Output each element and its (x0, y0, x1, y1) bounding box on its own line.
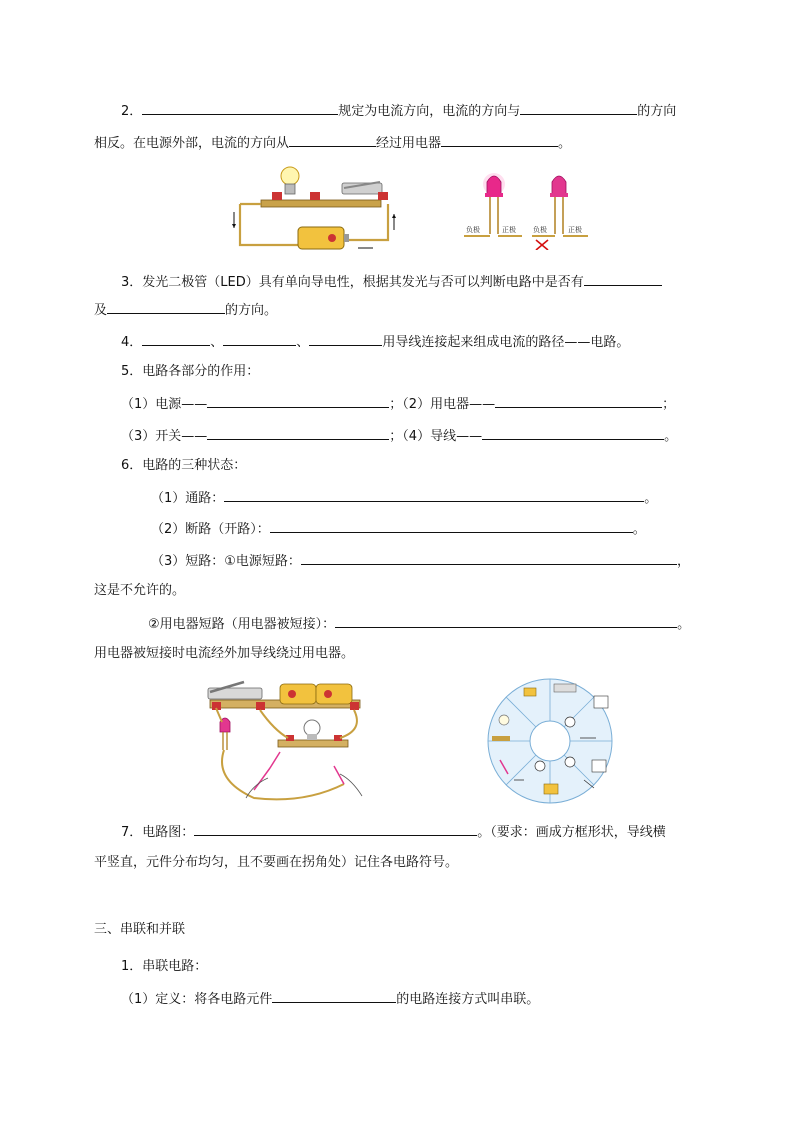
q6-s4: ②用电器短路（用电器被短接）： 。 (148, 614, 690, 634)
blank[interactable] (207, 394, 389, 408)
q2-line2: 相反。在电源外部，电流的方向从 经过用电器 。 (94, 133, 571, 153)
switch-icon (208, 682, 262, 699)
led-off-icon (550, 176, 568, 234)
q5-line2: （3）开关—— ；（4）导线—— 。 (121, 426, 677, 446)
q7-line2: 平竖直，元件分布均匀，且不要画在拐角处）记住各电路符号。 (94, 855, 459, 870)
motor-symbol-icon (535, 761, 545, 771)
circuit-symbol-wheel-figure (484, 676, 616, 806)
blank[interactable] (309, 332, 382, 346)
led-icon (220, 718, 230, 750)
wire (340, 710, 357, 738)
blank[interactable] (224, 488, 644, 502)
blank[interactable] (520, 101, 637, 115)
wire (240, 204, 300, 245)
blank[interactable] (495, 394, 662, 408)
q6-s3: （3）短路：①电源短路： ， (151, 551, 690, 571)
blank[interactable] (289, 133, 376, 147)
led-neg-label: 负极 (466, 226, 480, 234)
circuit-board (278, 740, 348, 747)
blank[interactable] (301, 551, 677, 565)
ammeter-symbol-icon (565, 717, 575, 727)
q7-line1: 7．电路图： 。（要求：画成方框形状，导线横 (121, 822, 666, 842)
q3-line1: 3．发光二极管（LED）具有单向导电性，根据其发光与否可以判断电路中是否有 (121, 272, 662, 292)
section3-title: 三、串联和并联 (94, 922, 186, 937)
q6-s2: （2）断路（开路）： 。 (151, 519, 646, 539)
battery-icon (524, 688, 536, 696)
wire (222, 750, 344, 799)
blank[interactable] (584, 272, 662, 286)
blank[interactable] (441, 133, 558, 147)
q6-s3-cont: 这是不允许的。 (94, 583, 186, 598)
bulb-icon (499, 715, 509, 725)
q2-line1: 2． 规定为电流方向，电流的方向与 的方向 (121, 101, 676, 121)
q5-title: 5．电路各部分的作用： (121, 364, 260, 379)
simple-circuit-figure (228, 160, 398, 252)
blank[interactable] (194, 822, 477, 836)
symbol-icon (592, 760, 606, 772)
short-circuit-figure (194, 680, 374, 804)
resistor-icon (492, 736, 510, 741)
q5-line1: （1）电源—— ；（2）用电器—— ； (121, 394, 675, 414)
led-glowing-icon (483, 173, 505, 234)
led-pos-label: 正极 (502, 226, 516, 234)
wire (260, 710, 288, 738)
section3-item2: （1）定义：将各电路元件 的电路连接方式叫串联。 (121, 989, 539, 1009)
battery-icon (298, 227, 344, 249)
led-pos-label: 正极 (568, 226, 582, 234)
q6-s4-cont: 用电器被短接时电流经外加导线绕过用电器。 (94, 646, 355, 661)
terminal-icon (310, 192, 320, 200)
terminal-icon (272, 192, 282, 200)
blank[interactable] (335, 614, 677, 628)
blank[interactable] (223, 332, 296, 346)
switch-icon (554, 684, 576, 692)
circuit-board (261, 200, 381, 207)
blank[interactable] (272, 989, 396, 1003)
symbol-icon (594, 696, 608, 708)
q4-line: 4． 、 、 用导线连接起来组成电流的路径——电路。 (121, 332, 629, 352)
terminal-icon (350, 702, 359, 710)
voltmeter-symbol-icon (565, 757, 575, 767)
led-neg-label: 负极 (533, 226, 547, 234)
terminal-icon (378, 192, 388, 200)
bulb-icon (304, 720, 320, 736)
led-polarity-figure (460, 170, 592, 250)
blank[interactable] (142, 101, 338, 115)
bulb-icon (281, 167, 299, 185)
terminal-icon (256, 702, 265, 710)
blank[interactable] (207, 426, 389, 440)
battery-icon (280, 684, 316, 704)
blank[interactable] (270, 519, 633, 533)
q3-line2: 及 的方向。 (94, 300, 277, 320)
battery-icon (544, 784, 558, 794)
battery-icon (316, 684, 352, 704)
blank[interactable] (142, 332, 210, 346)
q6-title: 6．电路的三种状态： (121, 458, 247, 473)
section3-item1: 1．串联电路： (121, 959, 208, 974)
cross-icon (536, 240, 548, 250)
blank[interactable] (482, 426, 664, 440)
blank[interactable] (107, 300, 225, 314)
q6-s1: （1）通路： 。 (151, 488, 657, 508)
